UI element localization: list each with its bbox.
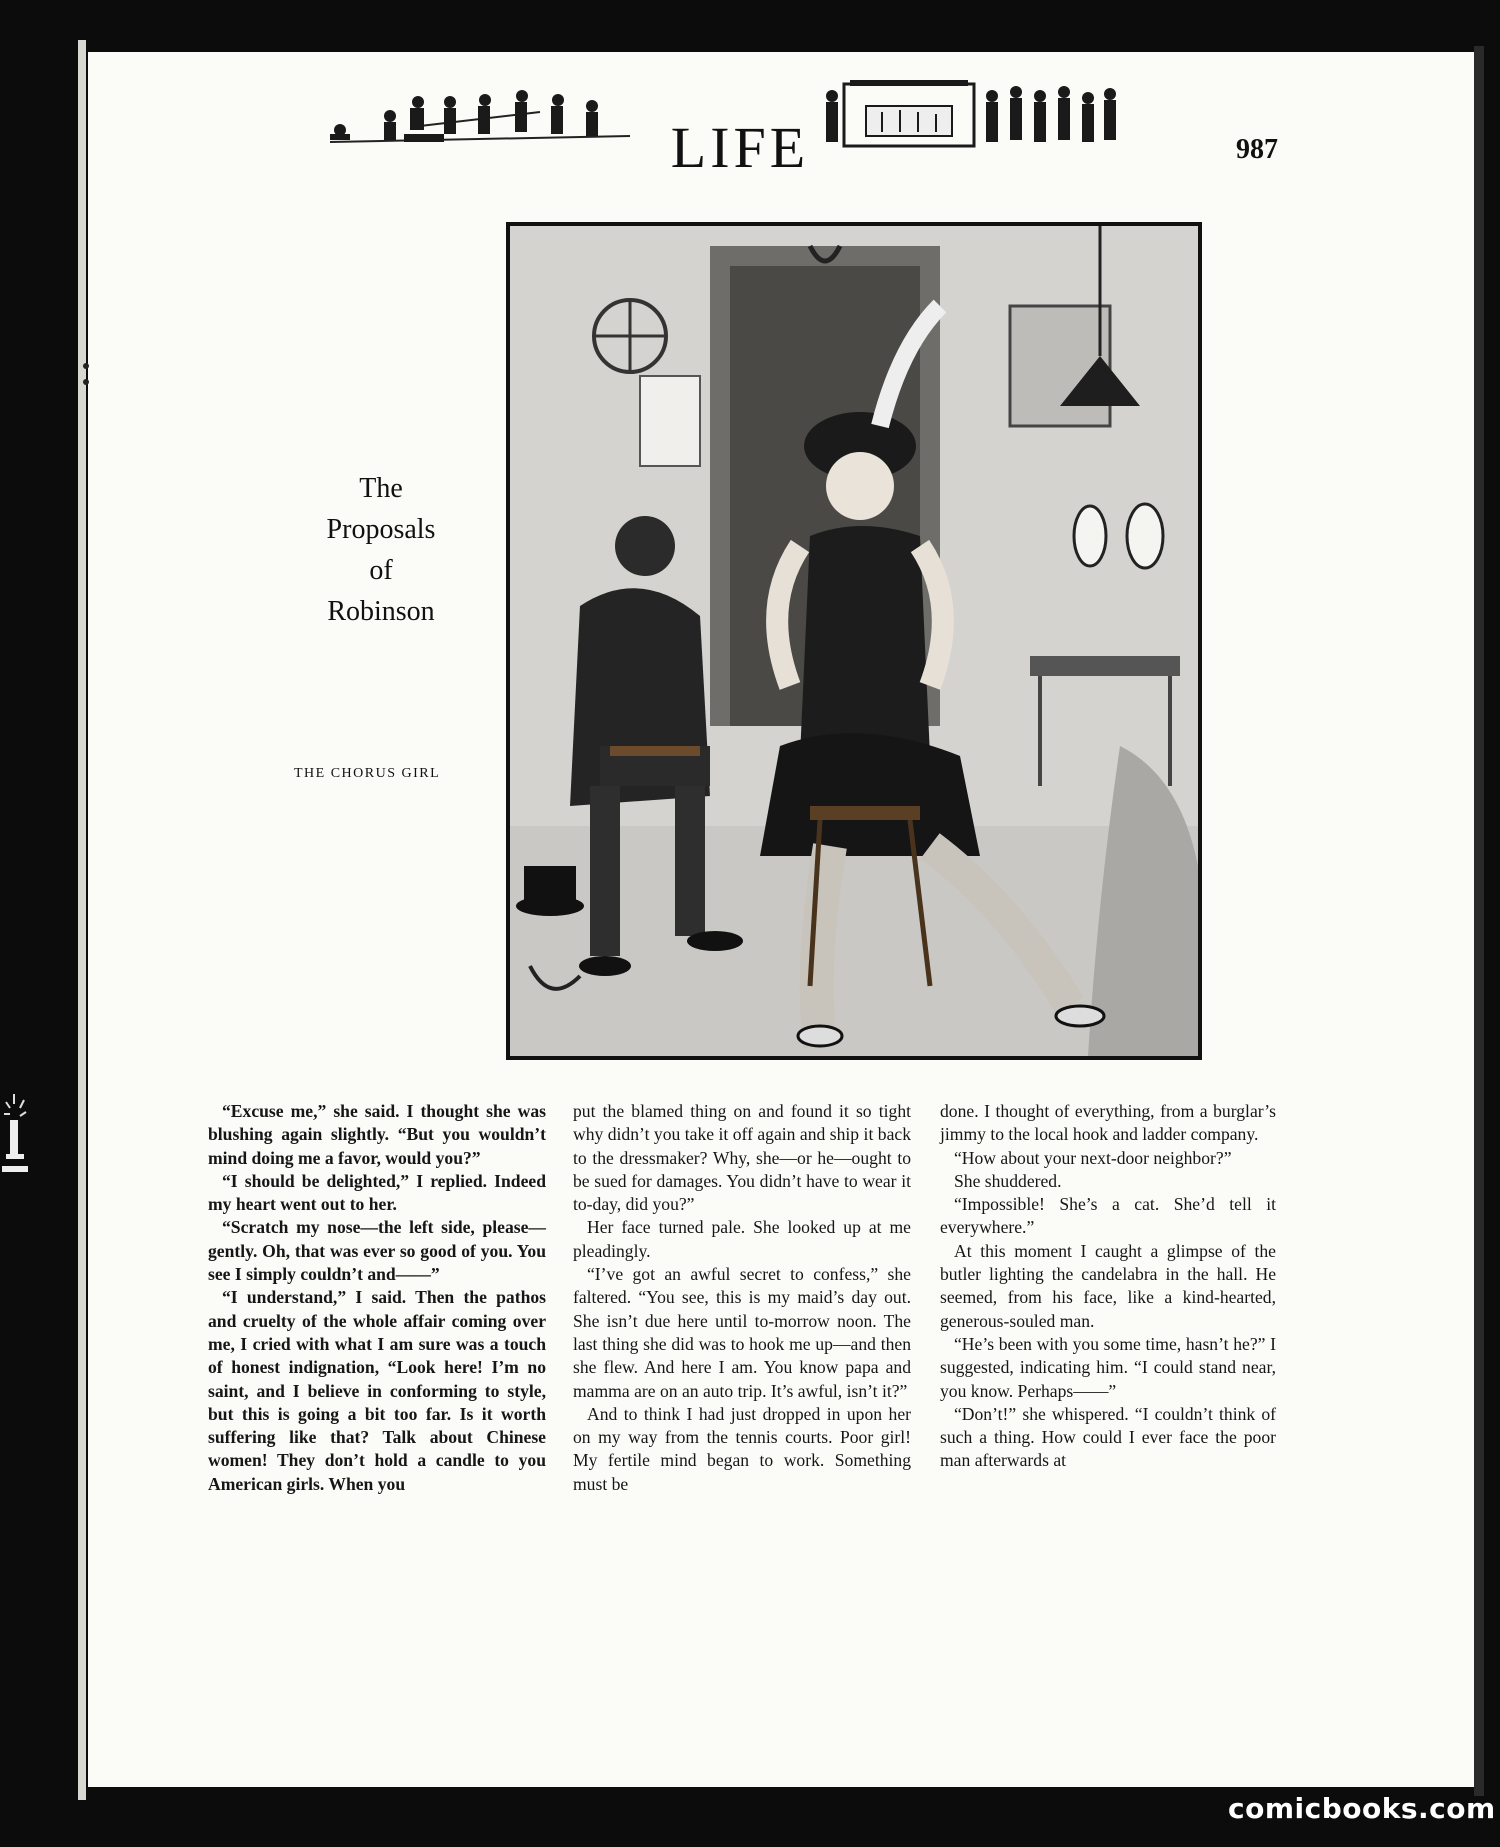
fireplace-figures-decoration <box>820 72 1120 152</box>
paragraph: “Impossible! She’s a cat. She’d tell it everywhere.” <box>940 1194 1276 1238</box>
paragraph: Her face turned pale. She looked up at me pleadingly. <box>573 1217 911 1261</box>
article-headline <box>296 468 466 632</box>
paragraph: “I’ve got an awful secret to confess,” she faltered. “You see, this is my maid’s day out. She isn’t due here until to-morrow noon. The last thing she did was to hook me up—and then she flew. And here I am. You know papa and mamma are on an auto trip. It’s awful, isn’t it?” <box>573 1264 911 1401</box>
paragraph: put the blamed thing on and found it so tight why didn’t you take it off again and ship it back to the dressmaker? Why, she—or he—ought to be sued for damages. You didn’t have to wear it to-day, did you?” <box>573 1101 911 1215</box>
candle-icon <box>0 1090 40 1180</box>
headline-line: of <box>369 555 393 586</box>
binding-gutter <box>78 40 86 1800</box>
masthead <box>300 62 1120 180</box>
headline-line: Proposals <box>326 514 436 545</box>
tug-of-war-figures-decoration <box>300 72 640 152</box>
dressing-room-drawing <box>510 226 1198 1056</box>
paragraph: “Don’t!” she whispered. “I couldn’t think of such a thing. How could I ever face the poor man afterwards at <box>940 1403 1276 1471</box>
headline-line: Robinson <box>327 596 435 627</box>
margin-marks <box>80 360 92 400</box>
text-column-1 <box>208 1100 546 1496</box>
masthead-title: LIFE <box>670 115 810 180</box>
paragraph: “I understand,” I said. Then the pathos and cruelty of the whole affair coming over me, I cried with what I am sure was a touch of honest indignation, “Look here! I’m no saint, and I believe in conforming to style, but this is going a bit too far. Is it worth suffering like that? Talk about Chinese women! They don’t hold a candle to you American girls. When you <box>208 1287 546 1494</box>
paragraph: “Scratch my nose—the left side, please—gently. Oh, that was ever so good of you. You see I simply couldn’t and——” <box>208 1217 546 1285</box>
paragraph: And to think I had just dropped in upon her on my way from the tennis courts. Poor girl! My fertile mind began to work. Something must be <box>573 1403 911 1494</box>
text-column-3 <box>940 1100 1276 1473</box>
page-number: 987 <box>1236 134 1278 165</box>
headline-line: The <box>359 473 403 504</box>
text-column-2 <box>573 1100 911 1496</box>
paragraph: “Excuse me,” she said. I thought she was blushing again slightly. “But you wouldn’t mind doing me a favor, would you?” <box>208 1101 546 1168</box>
paragraph: At this moment I caught a glimpse of the butler lighting the candelabra in the hall. He seemed, from his face, like a kind-hearted, generous-souled man. <box>940 1240 1276 1331</box>
paragraph: “He’s been with you some time, hasn’t he?” I suggested, indicating him. “I could stand near, you know. Perhaps——” <box>940 1333 1276 1401</box>
source-watermark: comicbooks.com <box>1228 1792 1496 1825</box>
page-edge <box>1474 46 1484 1796</box>
chorus-girl-illustration <box>506 222 1202 1060</box>
paragraph: She shuddered. <box>954 1170 1062 1191</box>
paragraph: “How about your next-door neighbor?” <box>954 1147 1232 1168</box>
paragraph: “I should be delighted,” I replied. Indeed my heart went out to her. <box>208 1170 546 1215</box>
illustration-caption: THE CHORUS GIRL <box>294 766 441 781</box>
paragraph: done. I thought of everything, from a burglar’s jimmy to the local hook and ladder company. <box>940 1101 1276 1145</box>
